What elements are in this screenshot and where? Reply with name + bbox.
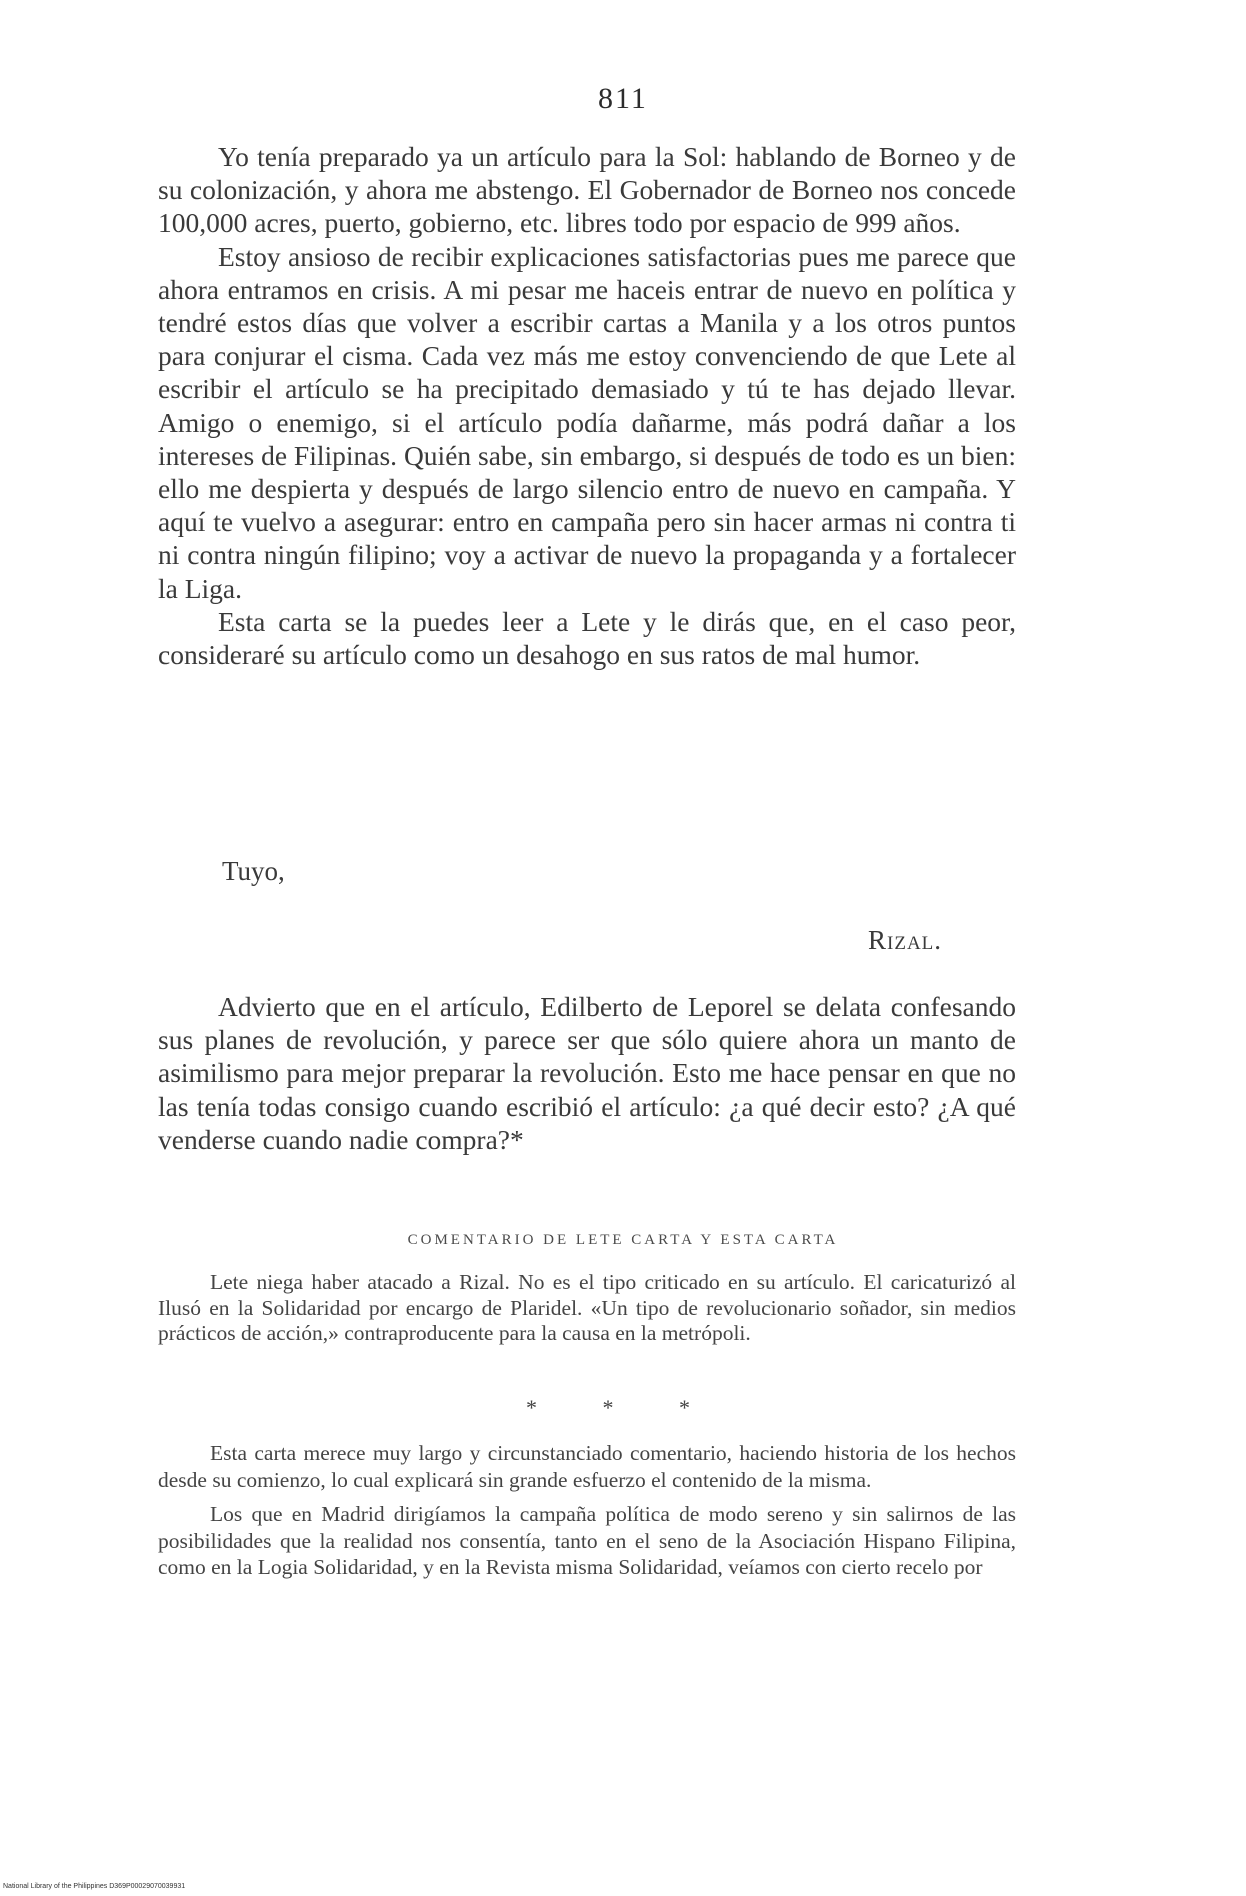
editorial-notes: [158, 1440, 1016, 1589]
letter-closing: Tuyo,: [222, 856, 285, 886]
postscript-paragraph: Advierto que en el artículo, Edilberto de Leporel se delata confesando sus planes de revolución, y parece ser que sólo quiere ahora un manto de asimilismo para mejor preparar la revolución. Esto me hace pensar en que no las tenía todas consigo cuando escribió el artículo: ¿a qué decir esto? ¿A qué venderse cuando nadie compra?*: [158, 991, 1016, 1155]
archive-footer: National Library of the Philippines D369P00029070039931: [3, 1883, 186, 1890]
commentary-paragraph: Lete niega haber atacado a Rizal. No es el tipo criticado en su artículo. El caricaturizó al Ilusó en la Solidaridad por encargo de Plaridel. «Un tipo de revolucionario soñador, sin medios prácticos de acción,» contraproducente para la causa en la metrópoli.: [158, 1270, 1016, 1345]
letter-signature: Rizal.: [868, 925, 943, 955]
notes-paragraph-2: Los que en Madrid dirigíamos la campaña política de modo sereno y sin salirnos de las posibilidades que la realidad nos consentía, tanto en el seno de la Asociación Hispano Filipina, como en la Logia Solidaridad, y en la Revista misma Solidaridad, veíamos con cierto recelo por: [158, 1502, 1016, 1579]
letter-paragraph-2: Estoy ansioso de recibir explicaciones satisfactorias pues me parece que ahora entramos en crisis. A mi pesar me haceis entrar de nuevo en política y tendré estos días que volver a escribir cartas a Manila y a los otros puntos para conjurar el cisma. Cada vez más me estoy convenciendo de que Lete al escribir el artículo se ha precipitado demasiado y tú te has dejado llevar. Amigo o enemigo, si el artículo podía dañarme, más podrá dañar a los intereses de Filipinas. Quién sabe, sin embargo, si después de todo es un bien: ello me despierta y después de largo silencio entro de nuevo en campaña. Y aquí te vuelvo a asegurar: entro en campaña pero sin hacer armas ni contra ti ni contra ningún filipino; voy a activar de nuevo la propaganda y a fortalecer la Liga.: [158, 240, 1016, 604]
letter-paragraph-3: Esta carta se la puedes leer a Lete y le dirás que, en el caso peor, consideraré su artículo como un desahogo en sus ratos de mal humor.: [158, 605, 1016, 671]
commentary-heading: COMENTARIO DE LETE CARTA Y ESTA CARTA: [407, 1232, 839, 1248]
letter-paragraph-1: Yo tenía preparado ya un artículo para la Sol: hablando de Borneo y de su colonización, y ahora me abstengo. El Gobernador de Borneo nos concede 100,000 acres, puerto, gobierno, etc. libres todo por espacio de 999 años.: [158, 141, 1016, 239]
section-separator: * * *: [526, 1395, 720, 1420]
letter-body: [158, 140, 1016, 671]
notes-paragraph-1: Esta carta merece muy largo y circunstanciado comentario, haciendo historia de los hechos desde su comienzo, lo cual explicará sin grande esfuerzo el contenido de la misma.: [158, 1441, 1016, 1492]
page-number: 811: [598, 82, 648, 115]
postscript: [158, 990, 1016, 1156]
commentary: [158, 1270, 1016, 1347]
